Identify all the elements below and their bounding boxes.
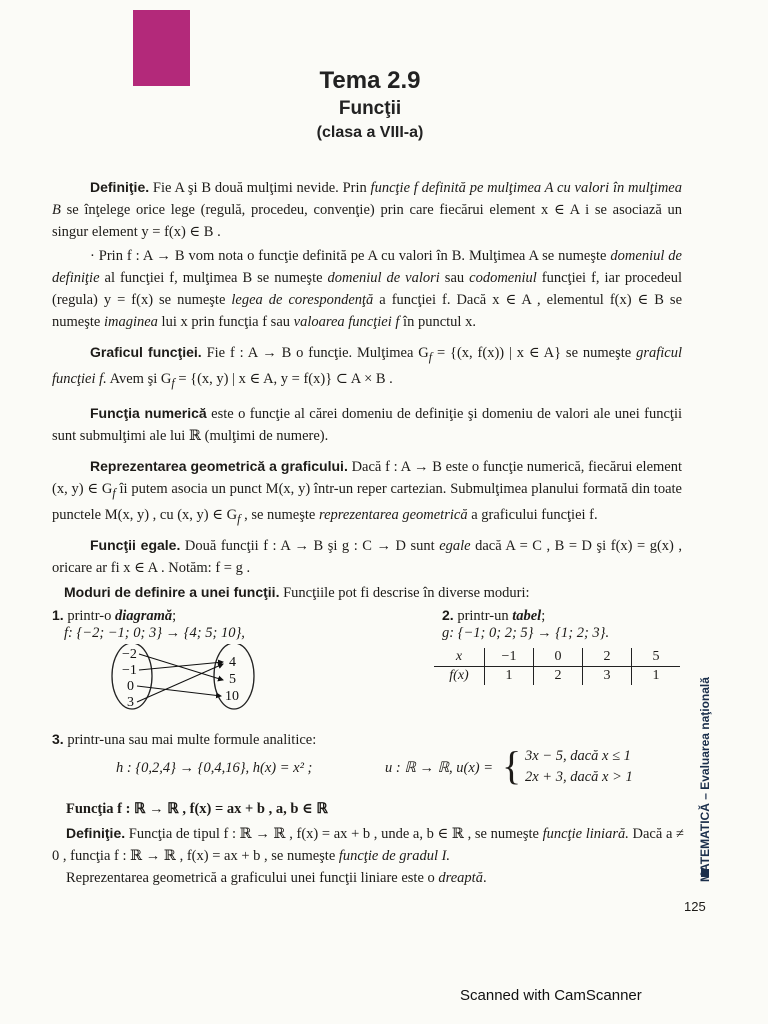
text: se înţelege orice lege (regulă, procedeu, convenţie) prin care fiecărui element x ∈ A i se asociază un singur element y = f(x) ∈ B . <box>52 202 682 240</box>
codomain-values <box>225 655 239 704</box>
table-cell: 1 <box>485 667 534 686</box>
text: . <box>482 870 487 886</box>
definitions-block <box>52 176 682 579</box>
repr-label: Reprezentarea geometrică a graficului. <box>90 457 348 474</box>
definition-label: Definiţie. <box>66 825 126 841</box>
text: Două funcţii f : A → B şi g : C → D sunt <box>180 537 440 554</box>
text: este o funcţie al cărei domeniu de definiţie şi domeniu de valori ale unei funcţii sunt submulţimi ale lui ℝ (mulţimi de numere). <box>52 405 683 444</box>
table-cell: 0 <box>534 648 583 667</box>
text: sau <box>439 270 470 286</box>
text: Fie A şi B două mulţimi nevide. Prin <box>152 180 371 196</box>
mode-1-label <box>52 607 412 625</box>
num: 1. <box>52 607 64 623</box>
italic-text: funcţie de gradul I. <box>338 848 451 864</box>
subscript: f <box>112 485 116 500</box>
formula-u-lhs: u : ℝ → ℝ, u(x) = <box>385 760 494 776</box>
text: îi putem asocia un punct M(x, y) într-un reper cartezian. Submulţimea planului formată din toate punctele M(x, y) , cu (x, y) ∈ G <box>52 480 682 523</box>
geometric-representation-paragraph <box>52 455 682 530</box>
codomain-value: 5 <box>229 672 236 687</box>
page-subtitle: Funcţii <box>338 98 402 119</box>
text: Funcţia de tipul f : ℝ → ℝ , f(x) = ax + b , unde a, b ∈ ℝ , se numeşte <box>125 826 543 842</box>
domain-value: −1 <box>122 663 137 678</box>
text: = {(x, f(x)) | x ∈ A} se numeşte <box>432 345 637 361</box>
codomain-value: 4 <box>229 655 236 670</box>
italic-text: valoarea funcţiei f <box>293 314 400 330</box>
brace-glyph: { <box>502 743 522 788</box>
arrow-diagram <box>105 644 275 712</box>
domain-value: 0 <box>127 679 134 694</box>
text: = {(x, y) | x ∈ A, y = f(x)} ⊂ A × B . <box>174 370 393 387</box>
italic-text: funcţie liniară. <box>542 826 629 842</box>
linear-heading-text: Funcţia f : ℝ → ℝ , f(x) = ax + b , a, b ∈ ℝ <box>66 801 328 817</box>
table-header-cell: x <box>434 648 485 667</box>
scanner-watermark: Scanned with CamScanner <box>460 987 642 1004</box>
table-cell: 2 <box>534 667 583 686</box>
italic-text: legea de corespondenţă <box>231 292 374 308</box>
text: dacă A = C , B = D şi f(x) = g(x) , oricare ar fi x ∈ A . Notăm: f = g . <box>52 537 683 576</box>
codomain-value: 10 <box>225 689 239 704</box>
modes-heading-label: Moduri de definire a unei funcţii. <box>64 584 280 600</box>
linear-heading <box>66 800 328 818</box>
italic-text: domeniul de definiţie <box>52 248 682 286</box>
text: printr-una sau mai multe formule analitice: <box>63 732 317 748</box>
numeric-label: Funcţia numerică <box>90 404 207 421</box>
italic-text: diagramă <box>114 608 173 624</box>
modes-heading <box>64 584 684 602</box>
equal-functions-paragraph <box>52 534 682 579</box>
text: Avem şi G <box>106 370 172 387</box>
mode-diagram <box>52 607 412 642</box>
italic-text: graficul funcţiei f. <box>52 345 682 387</box>
text: Funcţiile pot fi descrise în diverse moduri: <box>279 585 530 601</box>
page-title: Tema 2.9 <box>319 67 421 94</box>
text: ; <box>172 608 177 624</box>
side-label: MATEMATICĂ – Evaluarea naţională <box>698 677 712 882</box>
subscript: f <box>428 349 433 364</box>
text: ; <box>541 608 546 624</box>
text: a funcţiei f. Dacă x ∈ A , elementul f(x) ∈ B se numeşte <box>52 292 683 330</box>
table-cell: −1 <box>485 648 534 667</box>
table-header-cell: f(x) <box>449 668 469 683</box>
formula-h: h : {0,2,4} → {0,4,16}, h(x) = x² ; <box>116 760 313 776</box>
text: lui x prin funcţia f sau <box>157 314 294 330</box>
graph-label: Graficul funcţiei. <box>90 344 202 360</box>
page-number: 125 <box>684 899 706 914</box>
domain-value: −2 <box>122 647 137 662</box>
numeric-function-paragraph <box>52 402 682 447</box>
text: Dacă f : A → B este o funcţie numerică, fiecărui element (x, y) ∈ G <box>52 458 682 497</box>
text: al funcţiei f, mulţimea B se numeşte <box>99 270 328 286</box>
table-cell: 3 <box>583 667 632 686</box>
definition-label: Definiţie. <box>90 179 150 195</box>
italic-text: reprezentarea geometrică <box>318 506 468 523</box>
text: Dacă a ≠ 0 , funcţia f : ℝ → ℝ , f(x) = ax + b , se numeşte <box>52 826 684 864</box>
subscript: f <box>237 511 241 526</box>
table-row <box>434 667 680 686</box>
italic-text: imaginea <box>103 314 158 330</box>
text: în punctul x. <box>399 314 476 330</box>
title-block <box>0 66 740 144</box>
text: Fie f : A → B o funcţie. Mulţimea G <box>201 345 429 361</box>
subscript: f <box>171 375 175 390</box>
mode-formula-label <box>52 731 652 749</box>
domain-value: 3 <box>127 695 134 710</box>
text: printr-o <box>63 608 115 624</box>
italic-text: codomeniul <box>469 270 537 286</box>
notation-paragraph <box>52 245 682 333</box>
formula-u-case-2: 2x + 3, dacă x > 1 <box>525 769 633 785</box>
table-cell: 1 <box>632 667 681 686</box>
italic-text: tabel <box>512 608 542 624</box>
arrow <box>137 664 223 702</box>
mode-1-function: f: {−2; −1; 0; 3} → {4; 5; 10}, <box>64 625 245 641</box>
text: , se numeşte <box>240 506 319 523</box>
mode-2-function: g: {−1; 0; 2; 5} → {1; 2; 3}. <box>442 625 610 641</box>
table-cell: 2 <box>583 648 632 667</box>
grade-label: (clasa a VIII-a) <box>316 124 424 141</box>
text: a graficului funcţiei f. <box>467 506 598 523</box>
equal-label: Funcţii egale. <box>90 536 181 553</box>
italic-text: funcţie f definită pe mulţimea A cu valori în mulţimea B <box>52 180 682 218</box>
mode-table <box>442 607 692 642</box>
linear-definition <box>52 822 684 867</box>
italic-text: domeniul de valori <box>327 270 440 286</box>
text: funcţiei f, iar procedeul (regula) y = f(x) se numeşte <box>52 270 682 308</box>
linear-representation <box>52 867 684 889</box>
domain-values <box>122 647 137 710</box>
num: 2. <box>442 607 454 623</box>
italic-text: egale <box>439 537 471 554</box>
text: printr-un <box>453 608 513 624</box>
table-row <box>434 648 680 667</box>
graph-paragraph <box>52 341 682 394</box>
text: · Prin f : A → B vom nota o funcţie definită pe A cu valori în B. Mulţimea A se numeşte <box>90 248 611 264</box>
table-cell: 5 <box>632 648 681 667</box>
value-table <box>434 648 680 685</box>
mode-2-label <box>442 607 692 625</box>
text: Reprezentarea geometrică a graficului unei funcţii liniare este o <box>66 870 439 886</box>
italic-text: dreaptă <box>438 870 483 886</box>
linear-block <box>52 822 684 889</box>
definition-paragraph <box>52 176 682 243</box>
formula-u-case-1: 3x − 5, dacă x ≤ 1 <box>525 748 631 764</box>
num: 3. <box>52 731 64 747</box>
